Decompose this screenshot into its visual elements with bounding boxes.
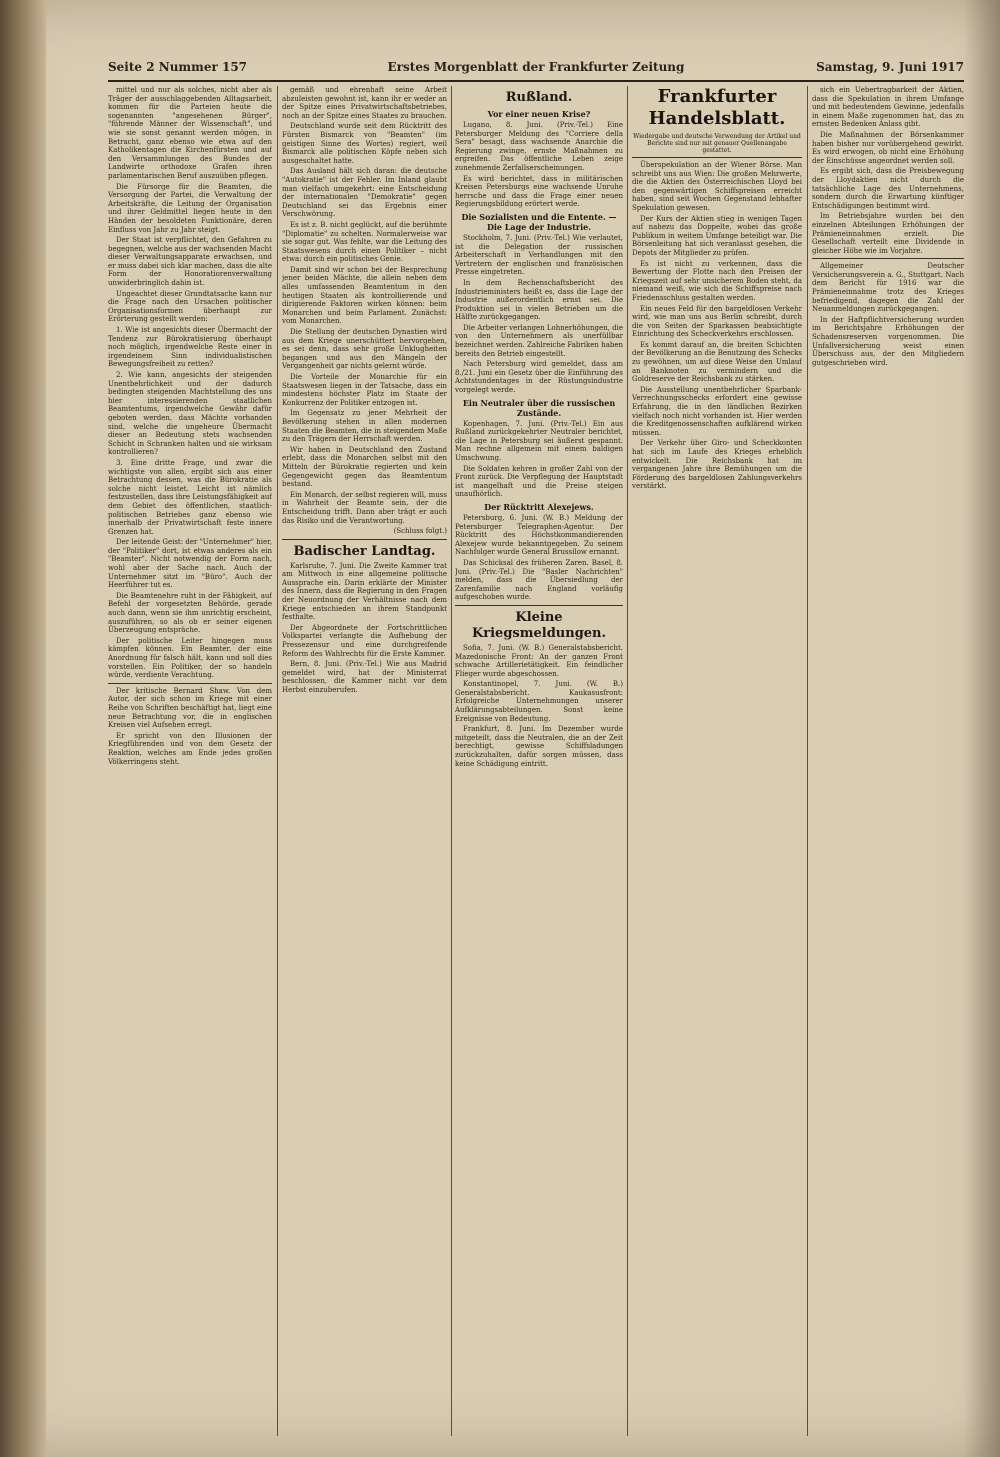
subheading: Der Rücktritt Alexejews. [484, 501, 594, 512]
paragraph: Es wird berichtet, dass in militärischen Kreisen Petersburgs eine wachsende Unruhe herrsche und dass die Frage einer neuen Regierungsbildung erörtert werde. [455, 174, 623, 209]
reprint-notice: Wiedergabe und deutsche Verwendung der Artikel und Berichte sind nur mit genauer Quellenangabe gestattet. [633, 133, 801, 154]
paragraph: Ein neues Feld für den bargeldlosen Verkehr wird, wie man uns aus Berlin schreibt, durch die von Seiten der Sparkassen beabsichtigte Einrichtung des Scheckverkehrs erschlossen. [632, 304, 802, 339]
paragraph: Karlsruhe, 7. Juni. Die Zweite Kammer trat am Mittwoch in eine allgemeine politische Aussprache ein. Darin erklärte der Minister des Innern, dass die Regierung in den Fragen der Neuordnung der Verhältnisse nach dem Kriege entschieden an ihrem Standpunkt festhalte. [282, 561, 447, 622]
paragraph: Die Ausstellung unentbehrlicher Sparbank-Verrechnungsschecks erfordert eine gewisse Erfahrung, die in den ländlichen Bezirken vielfach noch nicht vorhanden ist. Hier werden die Kreditgenossenschaften aufklärend wirken müssen. [632, 385, 802, 437]
issue-date: Samstag, 9. Juni 1917 [816, 60, 964, 74]
paragraph: Nach Petersburg wird gemeldet, dass am 8./21. Juni ein Gesetz über die Einführung des Achtstundentages in der Rüstungsindustrie vorgelegt werde. [455, 360, 623, 395]
section-rule [108, 683, 272, 684]
paragraph: Konstantinopel, 7. Juni. (W. B.) Generalstabsbericht. Kaukasusfront: Erfolgreiche Unternehmungen unserer Aufklärungsabteilungen. Sonst keine Ereignisse von Bedeutung. [455, 680, 623, 723]
section-title-kriegsmeldungen: Kleine Kriegsmeldungen. [471, 609, 607, 641]
page-header [108, 60, 964, 78]
paragraph: Er spricht von den Illusionen der Kriegführenden und von dem Gesetz der Reaktion, welches am Ende jedes großen Völkerringens steht. [108, 731, 272, 766]
paragraph: 1. Wie ist angesichts dieser Übermacht der Tendenz zur Bürokratisierung überhaupt noch möglich, irgendwelche Reste einer in irgendeinem Sinn individualistischen Bewegungsfreiheit zu retten? [108, 326, 272, 369]
paragraph: Die Stellung der deutschen Dynastien wird aus dem Kriege unerschüttert hervorgehen, es sei denn, dass sehr große Unklugheiten begangen und aus den Mängeln der Vergangenheit gar nichts gelernt würde. [282, 328, 447, 371]
subheading: Die Sozialisten und die Entente. — Die Lage der Industrie. [461, 211, 617, 232]
paragraph: Bern, 8. Juni. (Priv.-Tel.) Wie aus Madrid gemeldet wird, hat der Ministerrat beschlossen, die Kammer nicht vor dem Herbst einzuberufen. [282, 660, 447, 694]
paragraph: Der politische Leiter hingegen muss kämpfen können. Ein Beamter, der eine Anordnung für falsch hält, kann und soll dies vorstellen. Ein Politiker, der so handeln würde, verdiente Verachtung. [108, 636, 272, 680]
paragraph: Allgemeiner Deutscher Versicherungsverein a. G., Stuttgart. Nach dem Bericht für 1916 war die Prämieneinnahme trotz des Krieges befriedigend, dagegen die Zahl der Neuanmeldungen zurückgegangen. [812, 262, 964, 314]
section-title-badischer-landtag: Badischer Landtag. [293, 543, 436, 559]
paragraph: Ein Monarch, der selbst regieren will, muss in Wahrheit der Beamte sein, der die Entscheidung trifft. Dann aber trägt er auch das Risiko und die Verantwortung. [282, 490, 447, 525]
paragraph: Der Kurs der Aktien stieg in wenigen Tagen auf nahezu das Doppelte, wobei das große Publikum in weitem Umfange beteiligt war. Die Börsenleitung hat sich veranlasst gesehen, die Depots der Mitglieder zu prüfen. [632, 214, 802, 257]
paragraph: Es ist nicht zu verkennen, dass die Bewertung der Flotte nach den Preisen der Kriegszeit auf sehr unsicherem Boden steht, da niemand weiß, wie sich die Schiffspreise nach Friedensschluss gestalten werden. [632, 259, 802, 302]
paragraph: Der Abgeordnete der Fortschrittlichen Volkspartei verlangte die Aufhebung der Pressezensur und eine durchgreifende Reform des Wahlrechts für die Erste Kammer. [282, 623, 447, 658]
column-divider [451, 86, 452, 1436]
paragraph: Das Schicksal des früheren Zaren. Basel, 8. Juni. (Priv.-Tel.) Die "Basler Nachrichten" melden, dass die Übersiedlung der Zarenfamilie nach England vorläufig aufgeschoben wurde. [455, 558, 623, 602]
subheading: Ein Neutraler über die russischen Zustände. [462, 397, 616, 418]
paragraph: Die Fürsorge für die Beamten, die Versorgung der Partei, die Verwaltung der Arbeitskräfte, die Leitung der Organisation und ihrer Geldmittel liegen heute in den Händen der besoldeten Funktionäre, deren Einfluss von Jahr zu Jahr steigt. [108, 182, 272, 234]
column-2 [282, 86, 447, 1436]
paragraph: 3. Eine dritte Frage, und zwar die wichtigste von allen, ergibt sich aus einer Betrachtung dessen, was die Bürokratie als solche nicht leistet. Leicht ist nämlich festzustellen, dass ihre Leistungsfähigkeit auf dem Gebiet des öffentlichen, staatlich-politischen Betriebes ganz ebenso wie innerhalb der Privatwirtschaft feste innere Grenzen hat. [108, 458, 272, 536]
paragraph: Der kritische Bernard Shaw. Von dem Autor, der sich schon im Kriege mit einer Reihe von Schriften beschäftigt hat, liegt eine neue Betrachtung vor, die in englischen Kreisen viel Aufsehen erregt. [108, 686, 272, 730]
paragraph: Kopenhagen, 7. Juni. (Priv.-Tel.) Ein aus Rußland zurückgekehrter Neutraler berichtet, die Lage in Petersburg sei äußerst gespannt. Man rechne allgemein mit einem baldigen Umschwung. [455, 419, 623, 462]
page-edge-shadow [964, 0, 1000, 1457]
paragraph: Wir haben in Deutschland den Zustand erlebt, dass die Monarchen selbst mit den Mitteln der Bürokratie regierten und kein Gegengewicht gegen das Beamtentum bestand. [282, 445, 447, 489]
column-divider [627, 86, 628, 1436]
paragraph: Es ist z. B. nicht geglückt, auf die berühmte "Diplomatie" zu schelten. Normalerweise war sie sogar gut. Was fehlte, war die Leitung des Staatswesens durch einen Politiker – nicht etwa: durch ein politisches Genie. [282, 220, 447, 264]
column-3 [455, 86, 623, 1436]
column-divider [277, 86, 278, 1436]
column-1 [108, 86, 272, 1436]
column-4 [632, 86, 802, 1436]
paragraph: Petersburg, 6. Juni. (W. B.) Meldung der Petersburger Telegraphen-Agentur. Der Rücktritt des Höchstkommandierenden Alexejew wurde bekanntgegeben. Zu seinem Nachfolger wurde General Brussilow ernannt. [455, 513, 623, 557]
paragraph: 2. Wie kann, angesichts der steigenden Unentbehrlichkeit und der dadurch bedingten steigenden Machtstellung des uns hier interessierenden staatlichen Beamtentums, irgendwelche Gewähr dafür geboten werden, dass Mächte vorhanden sind, welche die ungeheure Übermacht dieser an Bedeutung stets wachsenden Schicht in Schranken halten und sie wirksam kontrollieren? [108, 371, 272, 457]
paragraph: Die Arbeiter verlangen Lohnerhöhungen, die von den Unternehmern als unerfüllbar bezeichnet werden. Zahlreiche Fabriken haben bereits den Betrieb eingestellt. [455, 323, 623, 358]
paragraph: Die Soldaten kehren in großer Zahl von der Front zurück. Die Verpflegung der Hauptstadt ist mangelhaft und die Preise steigen unaufhörlich. [455, 464, 623, 499]
paragraph: (Schluss folgt.) [393, 527, 447, 536]
section-title-handelsblatt: Frankfurter Handelsblatt. [648, 86, 786, 129]
paragraph: Lugano, 8. Juni. (Priv.-Tel.) Eine Petersburger Meldung des "Corriere della Sera" besagt, dass wachsende Anarchie die Regierung zwinge, ernste Maßnahmen zu ergreifen. Das öffentliche Leben zeige zunehmende Zerfallserscheinungen. [455, 121, 623, 172]
page-number: Seite 2 Nummer 157 [108, 60, 248, 74]
column-5 [812, 86, 964, 1436]
column-divider [807, 86, 808, 1436]
section-rule [455, 605, 623, 606]
paragraph: Das Ausland hält sich daran: die deutsche "Autokratie" ist der Fehler. Im Inland glaubt man vielfach umgekehrt: eine Entscheidung der internationalen "Demokratie" gegen Deutschland sei das Ergebnis einer Verschwörung. [282, 167, 447, 219]
paragraph: Der Verkehr über Giro- und Scheckkonten hat sich im Laufe des Krieges erheblich entwickelt. Die Reichsbank hat im vergangenen Jahre ihre Bemühungen um die Förderung des bargeldlosen Zahlungsverkehrs verstärkt. [632, 439, 802, 491]
section-rule [632, 157, 802, 158]
masthead: Erstes Morgenblatt der Frankfurter Zeitung [387, 60, 685, 74]
paragraph: In dem Rechenschaftsbericht des Industrieministers heißt es, dass die Lage der Industrie außerordentlich ernst sei. Die Produktion sei in vielen Betrieben um die Hälfte zurückgegangen. [455, 278, 623, 322]
paragraph: Im Betriebsjahre wurden bei den einzelnen Abteilungen Erhöhungen der Prämieneinnahmen erzielt. Die Gesellschaft verteilt eine Dividende in gleicher Höhe wie im Vorjahre. [812, 212, 964, 255]
paragraph: Stockholm, 7. Juni. (Priv.-Tel.) Wie verlautet, ist die Delegation der russischen Arbeiterschaft in Verhandlungen mit den Vertretern der englischen und französischen Presse eingetreten. [455, 233, 623, 277]
paragraph: Die Vorteile der Monarchie für ein Staatswesen liegen in der Tatsache, dass ein mindestens höchster Platz im Staate der Konkurrenz der Politiker entzogen ist. [282, 373, 447, 407]
paragraph: Sofia, 7. Juni. (W. B.) Generalstabsbericht. Mazedonische Front: An der ganzen Front schwache Artillerietätigkeit. Ein feindlicher Flieger wurde abgeschossen. [455, 643, 623, 678]
paragraph: Der leitende Geist: der "Unternehmer" hier, der "Politiker" dort, ist etwas anderes als ein "Beamter". Nicht notwendig der Form nach, wohl aber der Sache nach. Auch der Unternehmer sitzt im "Büro". Auch der Heerführer tut es. [108, 538, 272, 590]
paragraph: Der Staat ist verpflichtet, den Gefahren zu begegnen, welche aus der wachsenden Macht dieser Verwaltungsapparate erwachsen, und er muss dabei sich klar machen, dass die alte Form der Honoratiorenverwaltung unwiderbringlich dahin ist. [108, 236, 272, 288]
paragraph: Überspekulation an der Wiener Börse. Man schreibt uns aus Wien: Die großen Mehrwerte, die die Aktien des Österreichischen Lloyd bei den gegenwärtigen Schiffspreisen erreicht haben, sind seit Wochen Gegenstand lebhafter Spekulation gewesen. [632, 161, 802, 212]
paragraph: Es kommt darauf an, die breiten Schichten der Bevölkerung an die Benutzung des Schecks zu gewöhnen, um auf diese Weise den Umlauf an Banknoten zu vermindern und die Goldreserve der Reichsbank zu stärken. [632, 340, 802, 384]
header-rule [108, 80, 964, 82]
paragraph: sich ein Uebertragbarkeit der Aktien, dass die Spekulation in ihrem Umfange und mit bedeutendem Gewinne, jedenfalls in einem Maße zugenommen hat, das zu ernsten Bedenken Anlass gibt. [812, 86, 964, 129]
paragraph: Frankfurt, 8. Juni. Im Dezember wurde mitgeteilt, dass die Neutralen, die an der Zeit berechtigt, gewisse Schiffsladungen zurückzuhalten, dafür sorgen müssen, dass keine Schädigung eintritt. [455, 725, 623, 768]
paragraph: Die Maßnahmen der Börsenkammer haben bisher nur vorübergehend gewirkt. Es wird erwogen, ob nicht eine Erhöhung der Einschüsse angeordnet werden soll. [812, 130, 964, 165]
paragraph: mittel und nur als solches, nicht aber als Träger der ausschlaggebenden Alltagsarbeit, kommen für die Parteien heute die sogenannten "angesehenen Bürger", "führende Männer der Wissenschaft", und wie sie sonst genannt werden mögen, in Betracht, ganz ebenso wie etwa auf den Katholikentagen die Kirchenfürsten und auf den Versammlungen des Bundes der Landwirte orthodoxe Grafen ihren parlamentarischen Beruf auszuüben pflegen. [108, 86, 272, 180]
paragraph: Deutschland wurde seit dem Rücktritt des Fürsten Bismarck von "Beamten" (im geistigen Sinne des Wortes) regiert, weil Bismarck alle politischen Köpfe neben sich ausgeschaltet hatte. [282, 122, 447, 165]
section-rule [282, 539, 447, 540]
paragraph: Im Gegensatz zu jener Mehrheit der Bevölkerung stehen in allen modernen Staaten die Beamten, die in steigendem Maße zu den Trägern der Herrschaft werden. [282, 409, 447, 444]
section-rule [812, 258, 964, 259]
paragraph: In der Haftpflichtversicherung wurden im Berichtsjahre Erhöhungen der Schadensreserven vorgenommen. Die Unfallversicherung weist einen Überschuss aus, der den Mitgliedern gutgeschrieben wird. [812, 315, 964, 367]
paragraph: gemäß und ehrenhaft seine Arbeit abzuleisten gewohnt ist, kann ihr er weder an der Spitze eines Privatwirtschaftsbetriebes, noch an der Spitze eines Staates zu brauchen. [282, 86, 447, 120]
subheading: Vor einer neuen Krise? [487, 109, 591, 119]
section-title-russland: Rußland. [505, 90, 573, 105]
paragraph: Damit sind wir schon bei der Besprechung jener beiden Mächte, die allein neben dem alles umfassenden Beamtentum in den heutigen Staaten als kontrollierende und dirigierende Faktoren wirken können: beim Monarchen und beim Parlament. Zunächst: vom Monarchen. [282, 265, 447, 326]
book-binding [0, 0, 46, 1457]
paragraph: Ungeachtet dieser Grundtatsache kann nur die Frage nach den Ursachen politischer Organisationsformen überhaupt zur Erörterung gestellt werden: [108, 289, 272, 324]
paragraph: Es ergibt sich, dass die Preisbewegung der Lloydaktien nicht durch die tatsächliche Lage des Unternehmens, sondern durch die Erwartung künftiger Entschädigungen bestimmt wird. [812, 167, 964, 210]
paragraph: Die Beamtenehre ruht in der Fähigkeit, auf Befehl der vorgesetzten Behörde, gerade auch dann, wenn sie ihm unrichtig erscheint, auszuführen, so als ob er seiner eigenen Überzeugung entspräche. [108, 591, 272, 635]
